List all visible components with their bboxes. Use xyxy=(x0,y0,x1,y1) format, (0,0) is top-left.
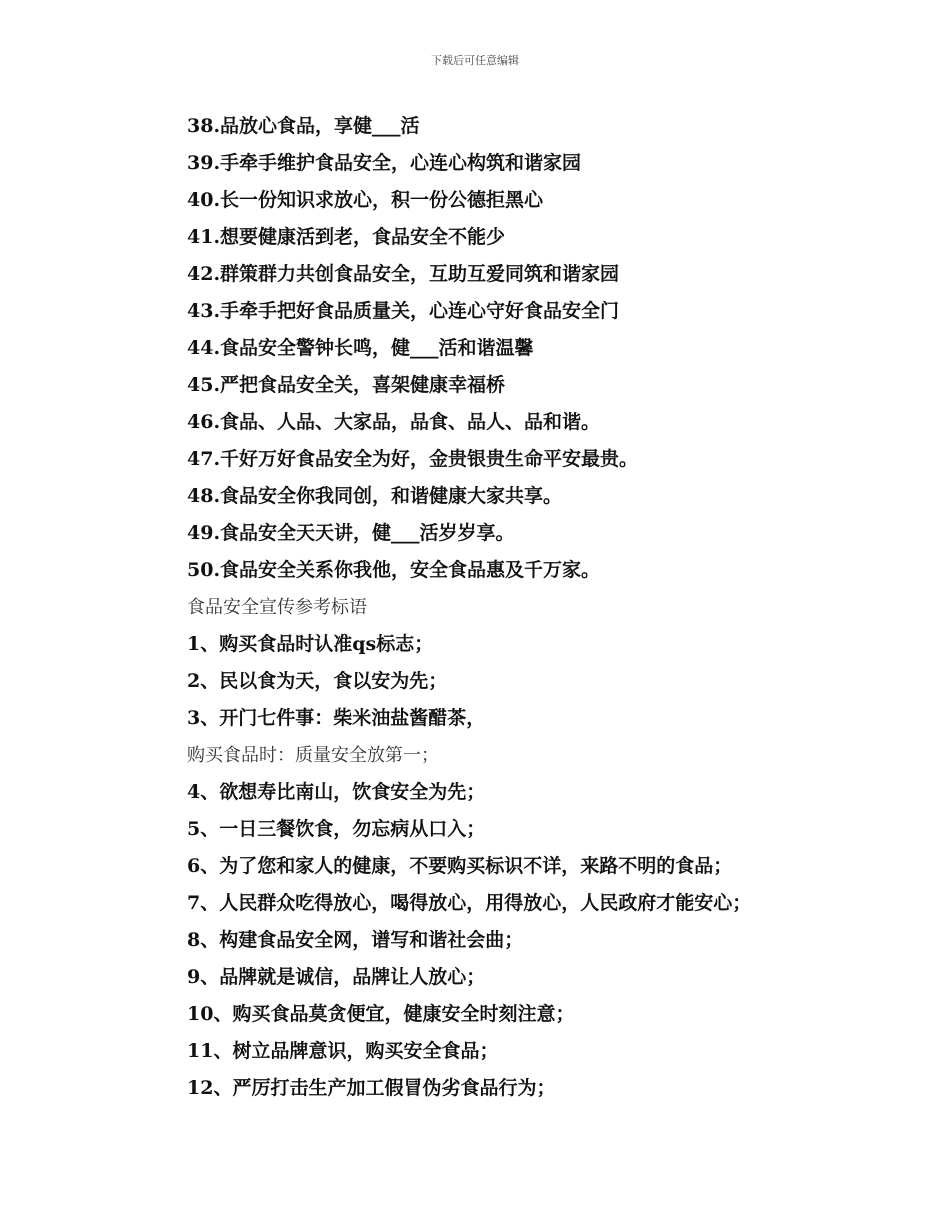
reference-slogan-3: 3、开门七件事：柴米油盐酱醋茶， xyxy=(187,707,486,729)
slogan-line-50: 50.食品安全关系你我他，安全食品惠及千万家。 xyxy=(187,559,601,581)
slogan-line-44: 44.食品安全警钟长鸣，健___活和谐温馨 xyxy=(187,337,534,359)
reference-slogan-11: 11、树立品牌意识，购买安全食品； xyxy=(187,1040,499,1062)
slogan-line-42: 42.群策群力共创食品安全，互助互爱同筑和谐家园 xyxy=(187,263,620,285)
reference-slogan-1: 1、购买食品时认准qs标志； xyxy=(187,633,434,655)
reference-slogan-6: 6、为了您和家人的健康，不要购买标识不详，来路不明的食品； xyxy=(187,855,733,877)
reference-slogan-12: 12、严厉打击生产加工假冒伪劣食品行为； xyxy=(187,1077,556,1099)
slogan-line-46: 46.食品、人品、大家品，品食、品人、品和谐。 xyxy=(187,411,601,433)
reference-slogan-2: 2、民以食为天，食以安为先； xyxy=(187,670,448,692)
slogan-line-38: 38.品放心食品，享健___活 xyxy=(187,115,420,137)
slogan-line-49: 49.食品安全天天讲，健___活岁岁享。 xyxy=(187,522,515,544)
page-header: 下载后可任意编辑 xyxy=(431,54,519,67)
slogan-line-41: 41.想要健康活到老，食品安全不能少 xyxy=(187,226,506,248)
slogan-line-40: 40.长一份知识求放心，积一份公德拒黑心 xyxy=(187,189,544,211)
section-heading: 食品安全宣传参考标语 xyxy=(187,597,367,618)
reference-slogan-3-continued: 购买食品时：质量安全放第一； xyxy=(187,745,439,766)
reference-slogan-4: 4、欲想寿比南山，饮食安全为先； xyxy=(187,781,486,803)
slogan-line-39: 39.手牵手维护食品安全，心连心构筑和谐家园 xyxy=(187,152,582,174)
reference-slogan-7: 7、人民群众吃得放心，喝得放心，用得放心，人民政府才能安心； xyxy=(187,892,752,914)
document-body xyxy=(187,108,887,1107)
slogan-line-43: 43.手牵手把好食品质量关，心连心守好食品安全门 xyxy=(187,300,620,322)
slogan-line-45: 45.严把食品安全关，喜架健康幸福桥 xyxy=(187,374,506,396)
reference-slogan-8: 8、构建食品安全网，谱写和谐社会曲； xyxy=(187,929,524,951)
slogan-line-48: 48.食品安全你我同创，和谐健康大家共享。 xyxy=(187,485,563,507)
slogan-line-47: 47.千好万好食品安全为好，金贵银贵生命平安最贵。 xyxy=(187,448,639,470)
reference-slogan-10: 10、购买食品莫贪便宜，健康安全时刻注意； xyxy=(187,1003,575,1025)
reference-slogan-5: 5、一日三餐饮食，勿忘病从口入； xyxy=(187,818,486,840)
reference-slogan-9: 9、品牌就是诚信，品牌让人放心； xyxy=(187,966,486,988)
